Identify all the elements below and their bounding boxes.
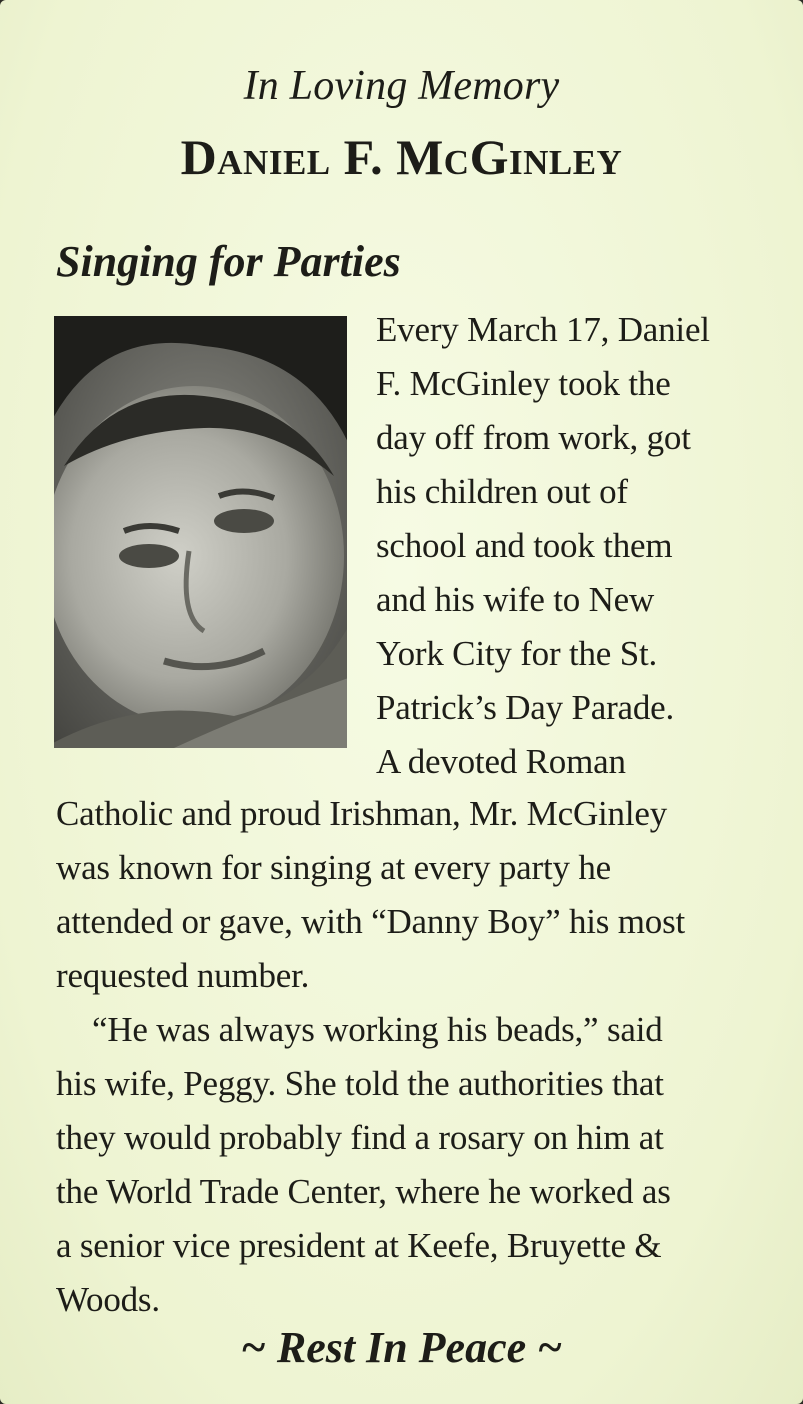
body-line: attended or gave, with “Danny Boy” his most — [56, 902, 686, 941]
body-line: school and took them — [376, 526, 673, 565]
section-heading: Singing for Parties — [56, 237, 401, 286]
deceased-name: Daniel F. McGinley — [180, 129, 623, 185]
body-line: a senior vice president at Keefe, Bruyette & — [56, 1226, 662, 1265]
body-line: “He was always working his beads,” said — [92, 1010, 663, 1049]
body-line: was known for singing at every party he — [56, 848, 611, 887]
body-line: York City for the St. — [376, 634, 658, 673]
body-line: Every March 17, Daniel — [376, 310, 710, 349]
body-line: they would probably find a rosary on him at — [56, 1118, 664, 1157]
body-line: day off from work, got — [376, 418, 691, 457]
rest-in-peace-footer: ~ Rest In Peace ~ — [240, 1323, 563, 1372]
body-line: the World Trade Center, where he worked as — [56, 1172, 671, 1211]
body-line: Woods. — [56, 1280, 160, 1319]
body-line: F. McGinley took the — [376, 364, 671, 403]
body-line: A devoted Roman — [376, 742, 626, 781]
body-line: Catholic and proud Irishman, Mr. McGinley — [56, 794, 667, 833]
body-line: requested number. — [56, 956, 310, 995]
body-line: Patrick’s Day Parade. — [376, 688, 675, 727]
body-line: his wife, Peggy. She told the authorities that — [56, 1064, 664, 1103]
memorial-header: In Loving Memory — [243, 63, 560, 109]
portrait-photo — [54, 316, 347, 748]
body-line: his children out of — [376, 472, 628, 511]
body-line: and his wife to New — [376, 580, 655, 619]
